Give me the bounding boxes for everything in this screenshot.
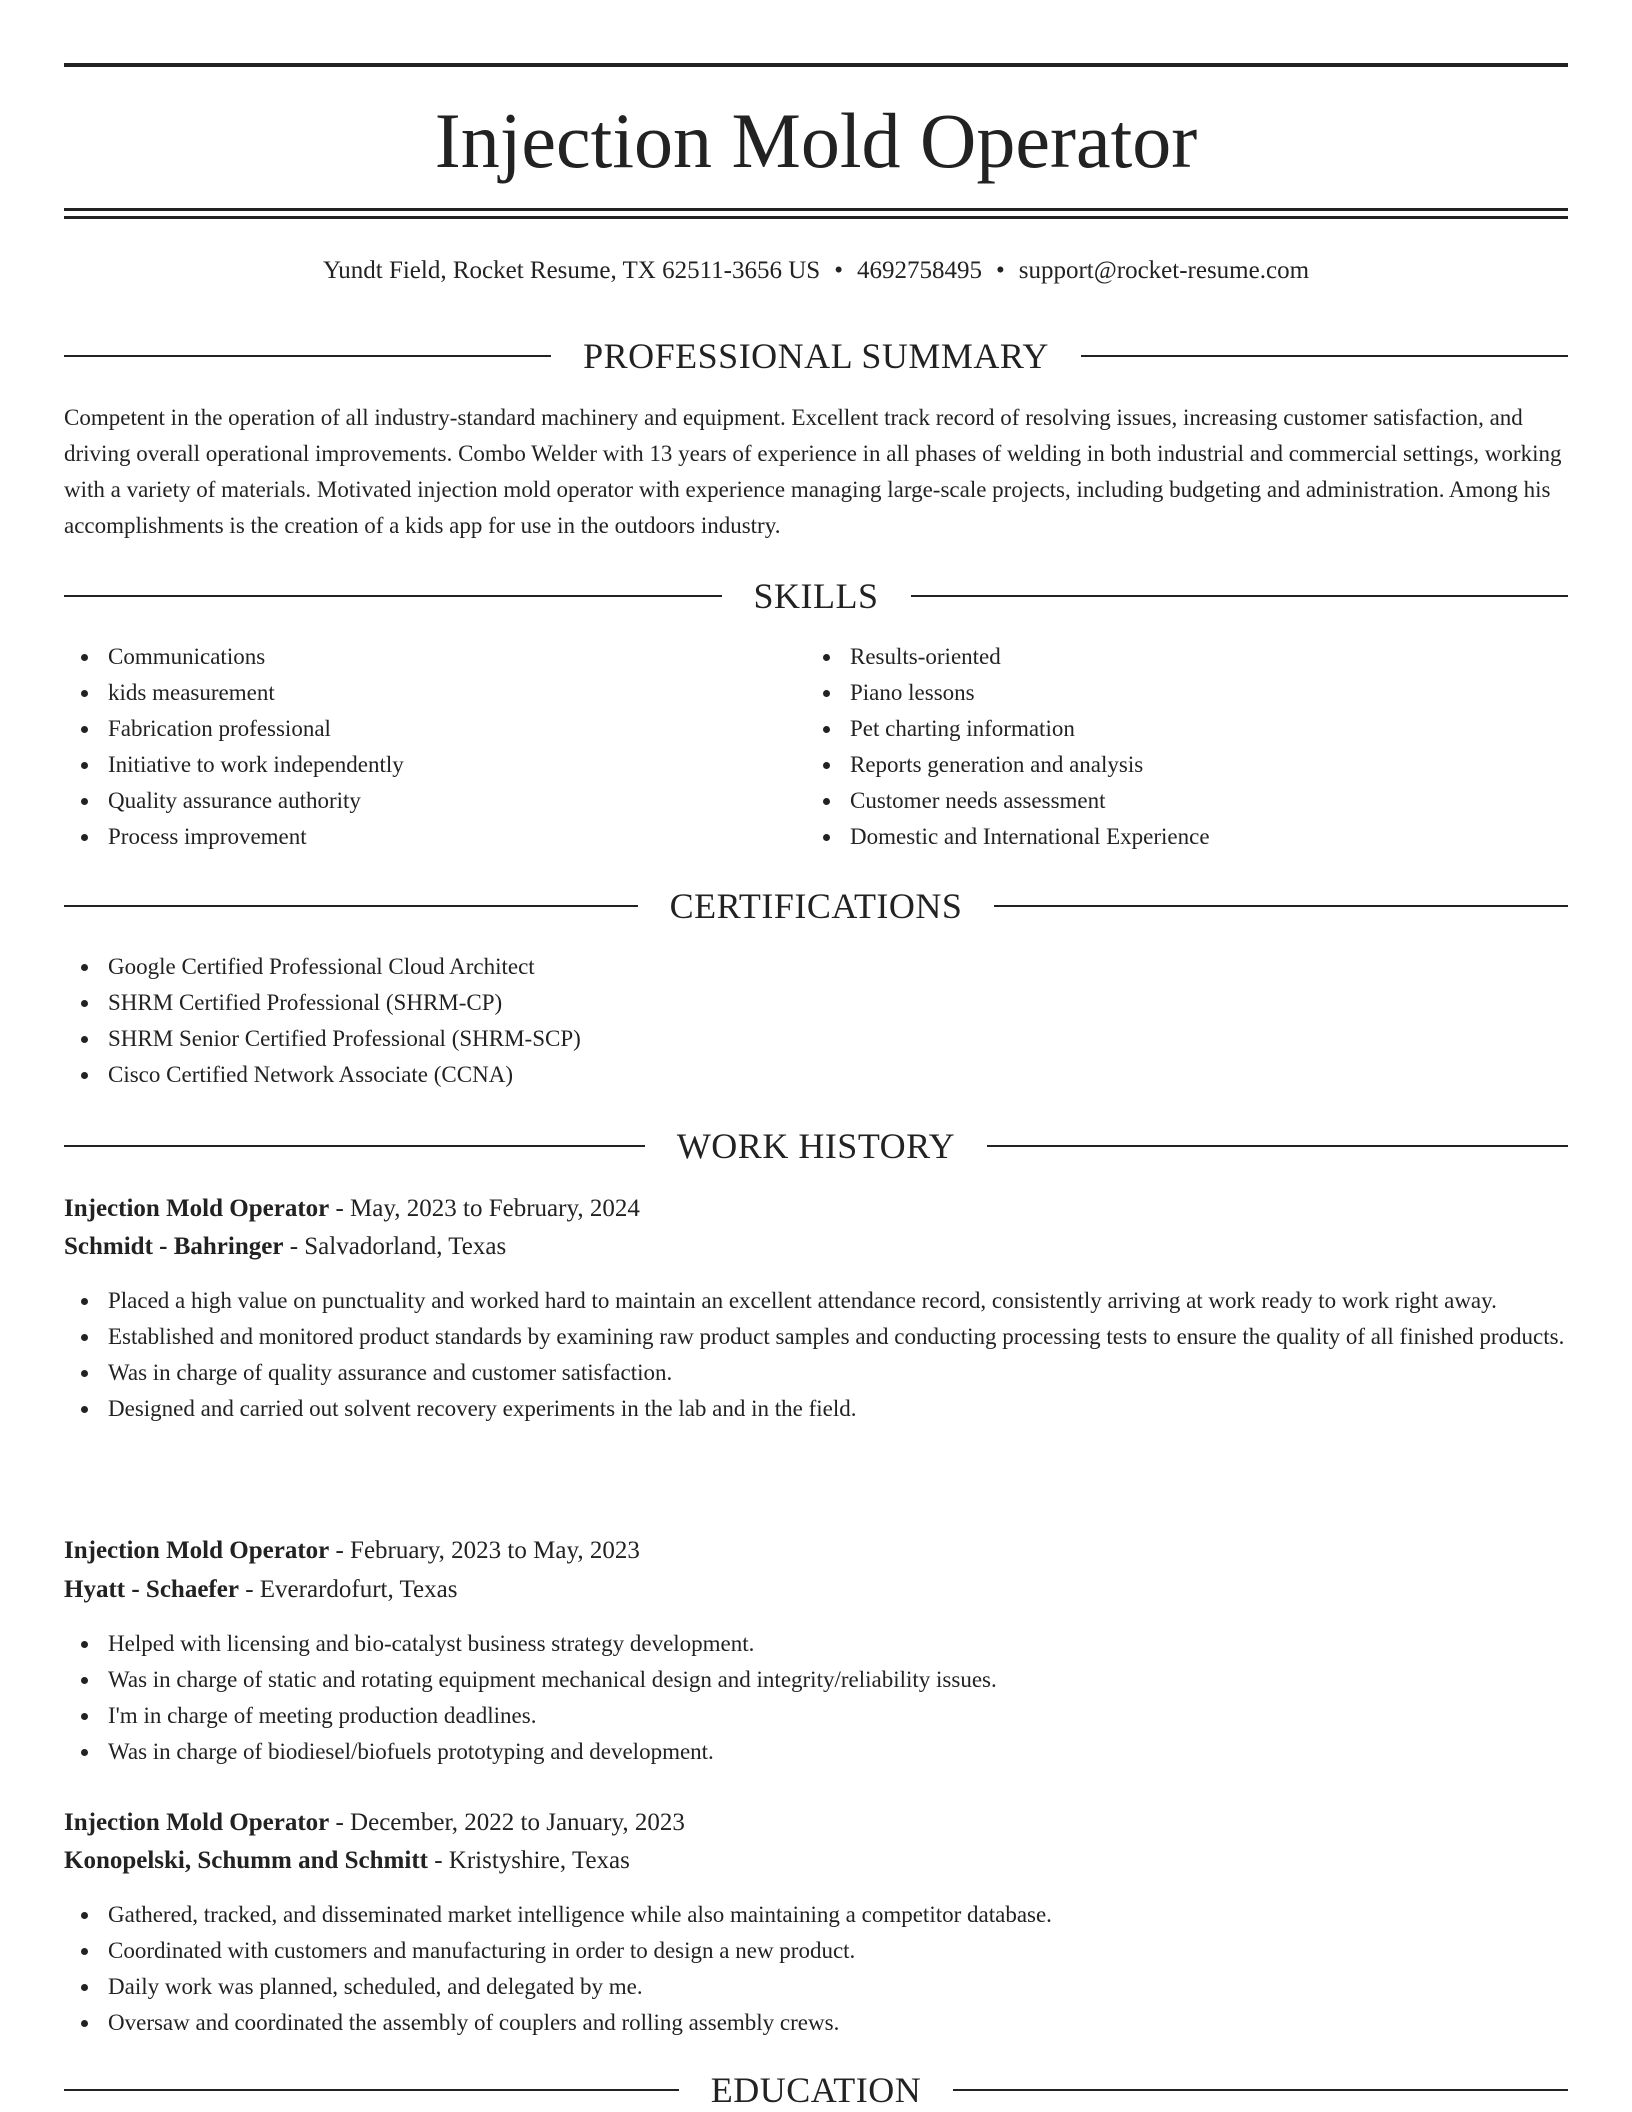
skill-item: Communications — [64, 639, 804, 675]
header-double-rule-bottom — [64, 216, 1568, 219]
job-bullet: Was in charge of biodiesel/biofuels prototyping and development. — [64, 1734, 1568, 1770]
section-title: EDUCATION — [710, 2070, 922, 2110]
skill-item: Reports generation and analysis — [806, 747, 1568, 783]
section-heading-summary — [64, 334, 1568, 378]
job-company: Hyatt - Schaefer — [64, 1576, 239, 1603]
job-dates: - December, 2022 to January, 2023 — [335, 1809, 685, 1836]
job-location: - Salvadorland, Texas — [289, 1233, 507, 1260]
job-company-line — [64, 1228, 1568, 1266]
contact-email[interactable]: support@rocket-resume.com — [1018, 257, 1310, 284]
job-bullet: Was in charge of static and rotating equipment mechanical design and integrity/reliability issues. — [64, 1662, 1568, 1698]
heading-rule — [64, 355, 551, 357]
job-bullets — [64, 1897, 1568, 2041]
heading-rule — [953, 2089, 1568, 2091]
certifications-list — [64, 949, 1568, 1093]
job-bullets — [64, 1626, 1568, 1770]
section-heading-skills — [64, 574, 1568, 618]
job-company-line — [64, 1571, 1568, 1609]
job-company: Konopelski, Schumm and Schmitt — [64, 1847, 428, 1874]
section-title: WORK HISTORY — [676, 1126, 956, 1166]
resume-name: Injection Mold Operator — [434, 97, 1198, 184]
certification-item: SHRM Certified Professional (SHRM-CP) — [64, 985, 1568, 1021]
heading-rule — [64, 595, 722, 597]
job-bullet: Oversaw and coordinated the assembly of couplers and rolling assembly crews. — [64, 2005, 1568, 2041]
heading-rule — [994, 905, 1568, 907]
job-title-line — [64, 1804, 1568, 1842]
skill-item: kids measurement — [64, 675, 804, 711]
section-heading-work-history — [64, 1124, 1568, 1168]
job-bullet: Coordinated with customers and manufacturing in order to design a new product. — [64, 1933, 1568, 1969]
section-title: PROFESSIONAL SUMMARY — [583, 336, 1049, 376]
job-title: Injection Mold Operator — [64, 1195, 330, 1222]
skill-item: Customer needs assessment — [806, 783, 1568, 819]
contact-phone: 4692758495 — [856, 257, 982, 284]
contact-line — [64, 254, 1568, 288]
job-bullet: Established and monitored product standards by examining raw product samples and conducting processing tests to ensure the quality of all finished products. — [64, 1319, 1568, 1355]
heading-rule — [64, 905, 638, 907]
job-dates: - May, 2023 to February, 2024 — [335, 1195, 640, 1222]
contact-separator: • — [995, 257, 1005, 284]
skill-item: Domestic and International Experience — [806, 819, 1568, 855]
job-title-line — [64, 1190, 1568, 1228]
heading-rule — [911, 595, 1569, 597]
certification-item: Google Certified Professional Cloud Architect — [64, 949, 1568, 985]
heading-rule — [64, 2089, 679, 2091]
section-heading-certifications — [64, 884, 1568, 928]
skill-item: Results-oriented — [806, 639, 1568, 675]
heading-rule — [1081, 355, 1568, 357]
job-bullet: Gathered, tracked, and disseminated market intelligence while also maintaining a competitor database. — [64, 1897, 1568, 1933]
job-bullets — [64, 1283, 1568, 1427]
certification-item: Cisco Certified Network Associate (CCNA) — [64, 1057, 1568, 1093]
job-bullet: Designed and carried out solvent recovery experiments in the lab and in the field. — [64, 1391, 1568, 1427]
summary-text: Competent in the operation of all industry-standard machinery and equipment. Excellent track record of resolving issues, increasing customer satisfaction, and driving overall operational improvements. Combo Welder with 13 years of experience in all phases of welding in both industrial and commercial settings, working with a variety of materials. Motivated injection mold operator with experience managing large-scale projects, including budgeting and administration. Among his accomplishments is the creation of a kids app for use in the outdoors industry. — [64, 405, 1562, 538]
skill-item: Piano lessons — [806, 675, 1568, 711]
job-title: Injection Mold Operator — [64, 1537, 330, 1564]
job-title: Injection Mold Operator — [64, 1809, 330, 1836]
header-top-rule — [64, 63, 1568, 67]
job-bullet: Helped with licensing and bio-catalyst business strategy development. — [64, 1626, 1568, 1662]
job-location: - Kristyshire, Texas — [434, 1847, 630, 1874]
job-location: - Everardofurt, Texas — [245, 1576, 458, 1603]
job-bullet: Placed a high value on punctuality and worked hard to maintain an excellent attendance record, consistently arriving at work ready to work right away. — [64, 1283, 1568, 1319]
contact-address: Yundt Field, Rocket Resume, TX 62511-3656 US — [322, 257, 821, 284]
skills-list-left — [64, 639, 804, 855]
skill-item: Fabrication professional — [64, 711, 804, 747]
job-bullet: Was in charge of quality assurance and customer satisfaction. — [64, 1355, 1568, 1391]
job-company-line — [64, 1842, 1568, 1880]
skill-item: Pet charting information — [806, 711, 1568, 747]
job-dates: - February, 2023 to May, 2023 — [335, 1537, 640, 1564]
certification-item: SHRM Senior Certified Professional (SHRM-SCP) — [64, 1021, 1568, 1057]
job-bullet: I'm in charge of meeting production deadlines. — [64, 1698, 1568, 1734]
skill-item: Quality assurance authority — [64, 783, 804, 819]
contact-separator: • — [834, 257, 843, 284]
section-heading-education — [64, 2068, 1568, 2112]
job-title-line — [64, 1532, 1568, 1570]
skill-item: Process improvement — [64, 819, 804, 855]
section-title: SKILLS — [753, 576, 879, 616]
job-company: Schmidt - Bahringer — [64, 1233, 284, 1260]
skill-item: Initiative to work independently — [64, 747, 804, 783]
section-title: CERTIFICATIONS — [669, 886, 963, 926]
heading-rule — [64, 1145, 645, 1147]
header-double-rule-top — [64, 208, 1568, 211]
heading-rule — [987, 1145, 1568, 1147]
job-bullet: Daily work was planned, scheduled, and delegated by me. — [64, 1969, 1568, 2005]
skills-list-right — [806, 639, 1568, 855]
